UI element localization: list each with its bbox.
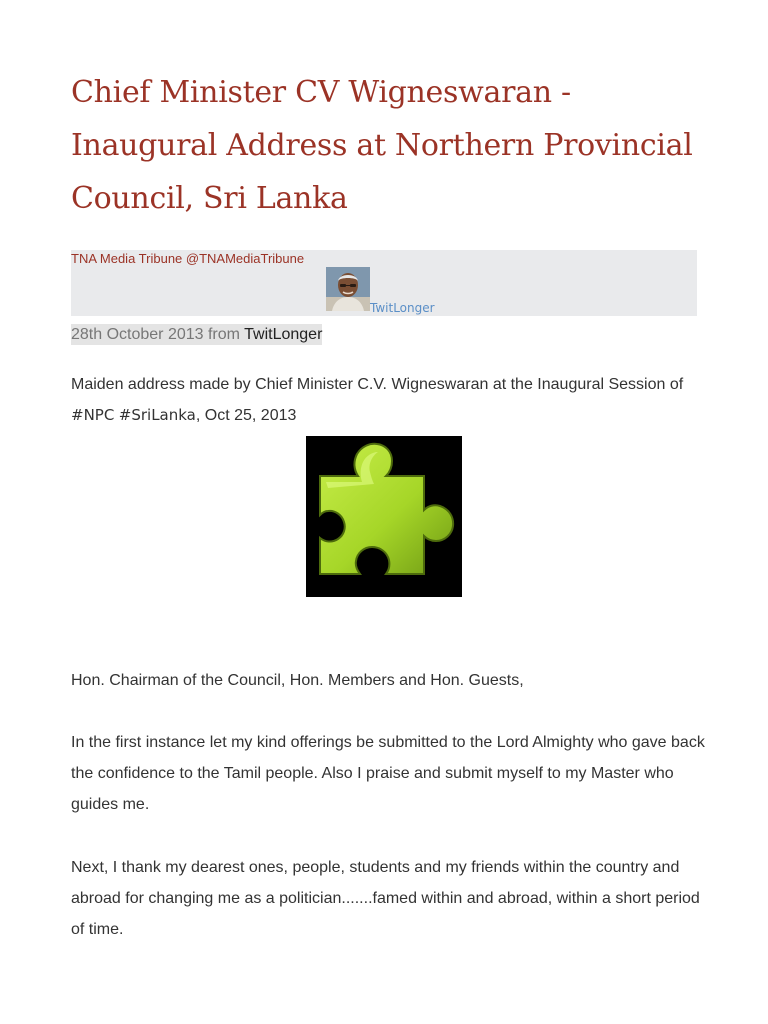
user-avatar[interactable] [326,267,370,311]
intro-text: Maiden address made by Chief Minister C.V. Wigneswaran at the Inaugural Session of [71,376,684,393]
dateline [71,324,322,345]
thanks-paragraph: Next, I thank my dearest ones, people, students and my friends within the country and abroad for changing me as a politician.......famed within and abroad, within a short period of time. [71,859,700,938]
source-link[interactable]: TwitLonger [244,326,323,343]
hashtag-npc[interactable]: #NPC [71,406,115,424]
puzzle-piece-icon [306,436,462,597]
article-title: Chief Minister CV Wigneswaran - Inaugural Address at Northern Provincial Council, Sri Lanka [71,75,693,216]
author-link[interactable]: TNA Media Tribune @TNAMediaTribune [71,251,305,266]
salutation-paragraph: Hon. Chairman of the Council, Hon. Members and Hon. Guests, [71,672,524,689]
twitlonger-avatar-link[interactable]: TwitLonger [370,301,435,315]
author-header [71,250,697,316]
offerings-paragraph: In the first instance let my kind offerings be submitted to the Lord Almighty who gave back the confidence to the Tamil people. Also I praise and submit myself to my Master who guides me. [71,734,705,813]
intro-paragraph [71,369,711,431]
post-date: 28th October 2013 from [71,326,245,343]
hashtag-srilanka[interactable]: #SriLanka [118,406,196,424]
intro-date: , Oct 25, 2013 [195,407,297,424]
